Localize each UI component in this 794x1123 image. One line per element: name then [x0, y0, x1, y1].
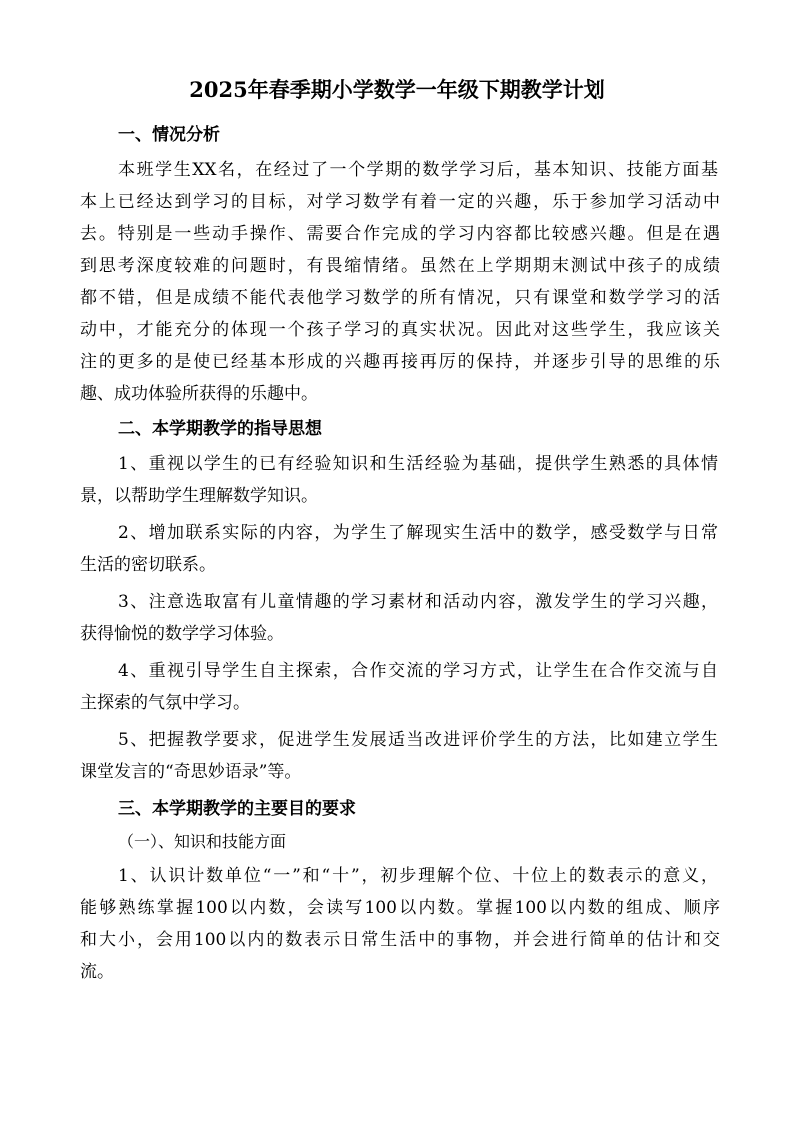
list-item-line: 生活的密切联系。 — [80, 555, 216, 575]
section-heading-guiding-ideas: 二、本学期教学的指导思想 — [118, 419, 322, 439]
paragraph-line: 趣、成功体验所获得的乐趣中。 — [80, 384, 318, 404]
paragraph-line: 去。特别是一些动手操作、需要合作完成的学习内容都比较感兴趣。但是在遇 — [80, 224, 720, 244]
paragraph-line: 本上已经达到学习的目标，对学习数学有着一定的兴趣，乐于参加学习活动中 — [80, 192, 720, 212]
list-item-line: 3、注意选取富有儿童情趣的学习素材和活动内容，激发学生的学习兴趣， — [118, 592, 718, 612]
paragraph-line: 都不错，但是成绩不能代表他学习数学的所有情况，只有课堂和数学学习的活 — [80, 288, 720, 308]
paragraph-line: 1、认识计数单位“一”和“十”，初步理解个位、十位上的数表示的意义， — [118, 866, 718, 886]
paragraph-line: 能够熟练掌握100以内数，会读写100以内数。掌握100以内数的组成、顺序 — [80, 898, 720, 918]
paragraph-line: 注的更多的是使已经基本形成的兴趣再接再厉的保持，并逐步引导的思维的乐 — [80, 352, 720, 372]
paragraph-line: 动中，才能充分的体现一个孩子学习的真实状况。因此对这些学生，我应该关 — [80, 320, 720, 340]
document-title: 2025年春季期小学数学一年级下期教学计划 — [189, 77, 605, 102]
section-heading-goals: 三、本学期教学的主要目的要求 — [118, 799, 356, 819]
list-item-line: 课堂发言的“奇思妙语录”等。 — [80, 762, 302, 782]
subsection-heading: （一）、知识和技能方面 — [118, 832, 287, 851]
paragraph-line: 本班学生XX名，在经过了一个学期的数学学习后，基本知识、技能方面基 — [118, 160, 718, 180]
paragraph-line: 和大小，会用100以内的数表示日常生活中的事物，并会进行简单的估计和交 — [80, 930, 720, 950]
paragraph-line: 流。 — [80, 962, 114, 982]
list-item-line: 景，以帮助学生理解数学知识。 — [80, 486, 318, 506]
list-item-line: 4、重视引导学生自主探索，合作交流的学习方式，让学生在合作交流与自 — [118, 661, 718, 681]
list-item-line: 主探索的气氛中学习。 — [80, 693, 250, 713]
paragraph-line: 到思考深度较难的问题时，有畏缩情绪。虽然在上学期期末测试中孩子的成绩 — [80, 256, 720, 276]
list-item-line: 1、重视以学生的已有经验知识和生活经验为基础，提供学生熟悉的具体情 — [118, 454, 718, 474]
list-item-line: 获得愉悦的数学学习体验。 — [80, 624, 284, 644]
section-heading-analysis: 一、情况分析 — [118, 125, 220, 145]
list-item-line: 2、增加联系实际的内容，为学生了解现实生活中的数学，感受数学与日常 — [118, 523, 718, 543]
list-item-line: 5、把握教学要求，促进学生发展适当改进评价学生的方法，比如建立学生 — [118, 730, 718, 750]
